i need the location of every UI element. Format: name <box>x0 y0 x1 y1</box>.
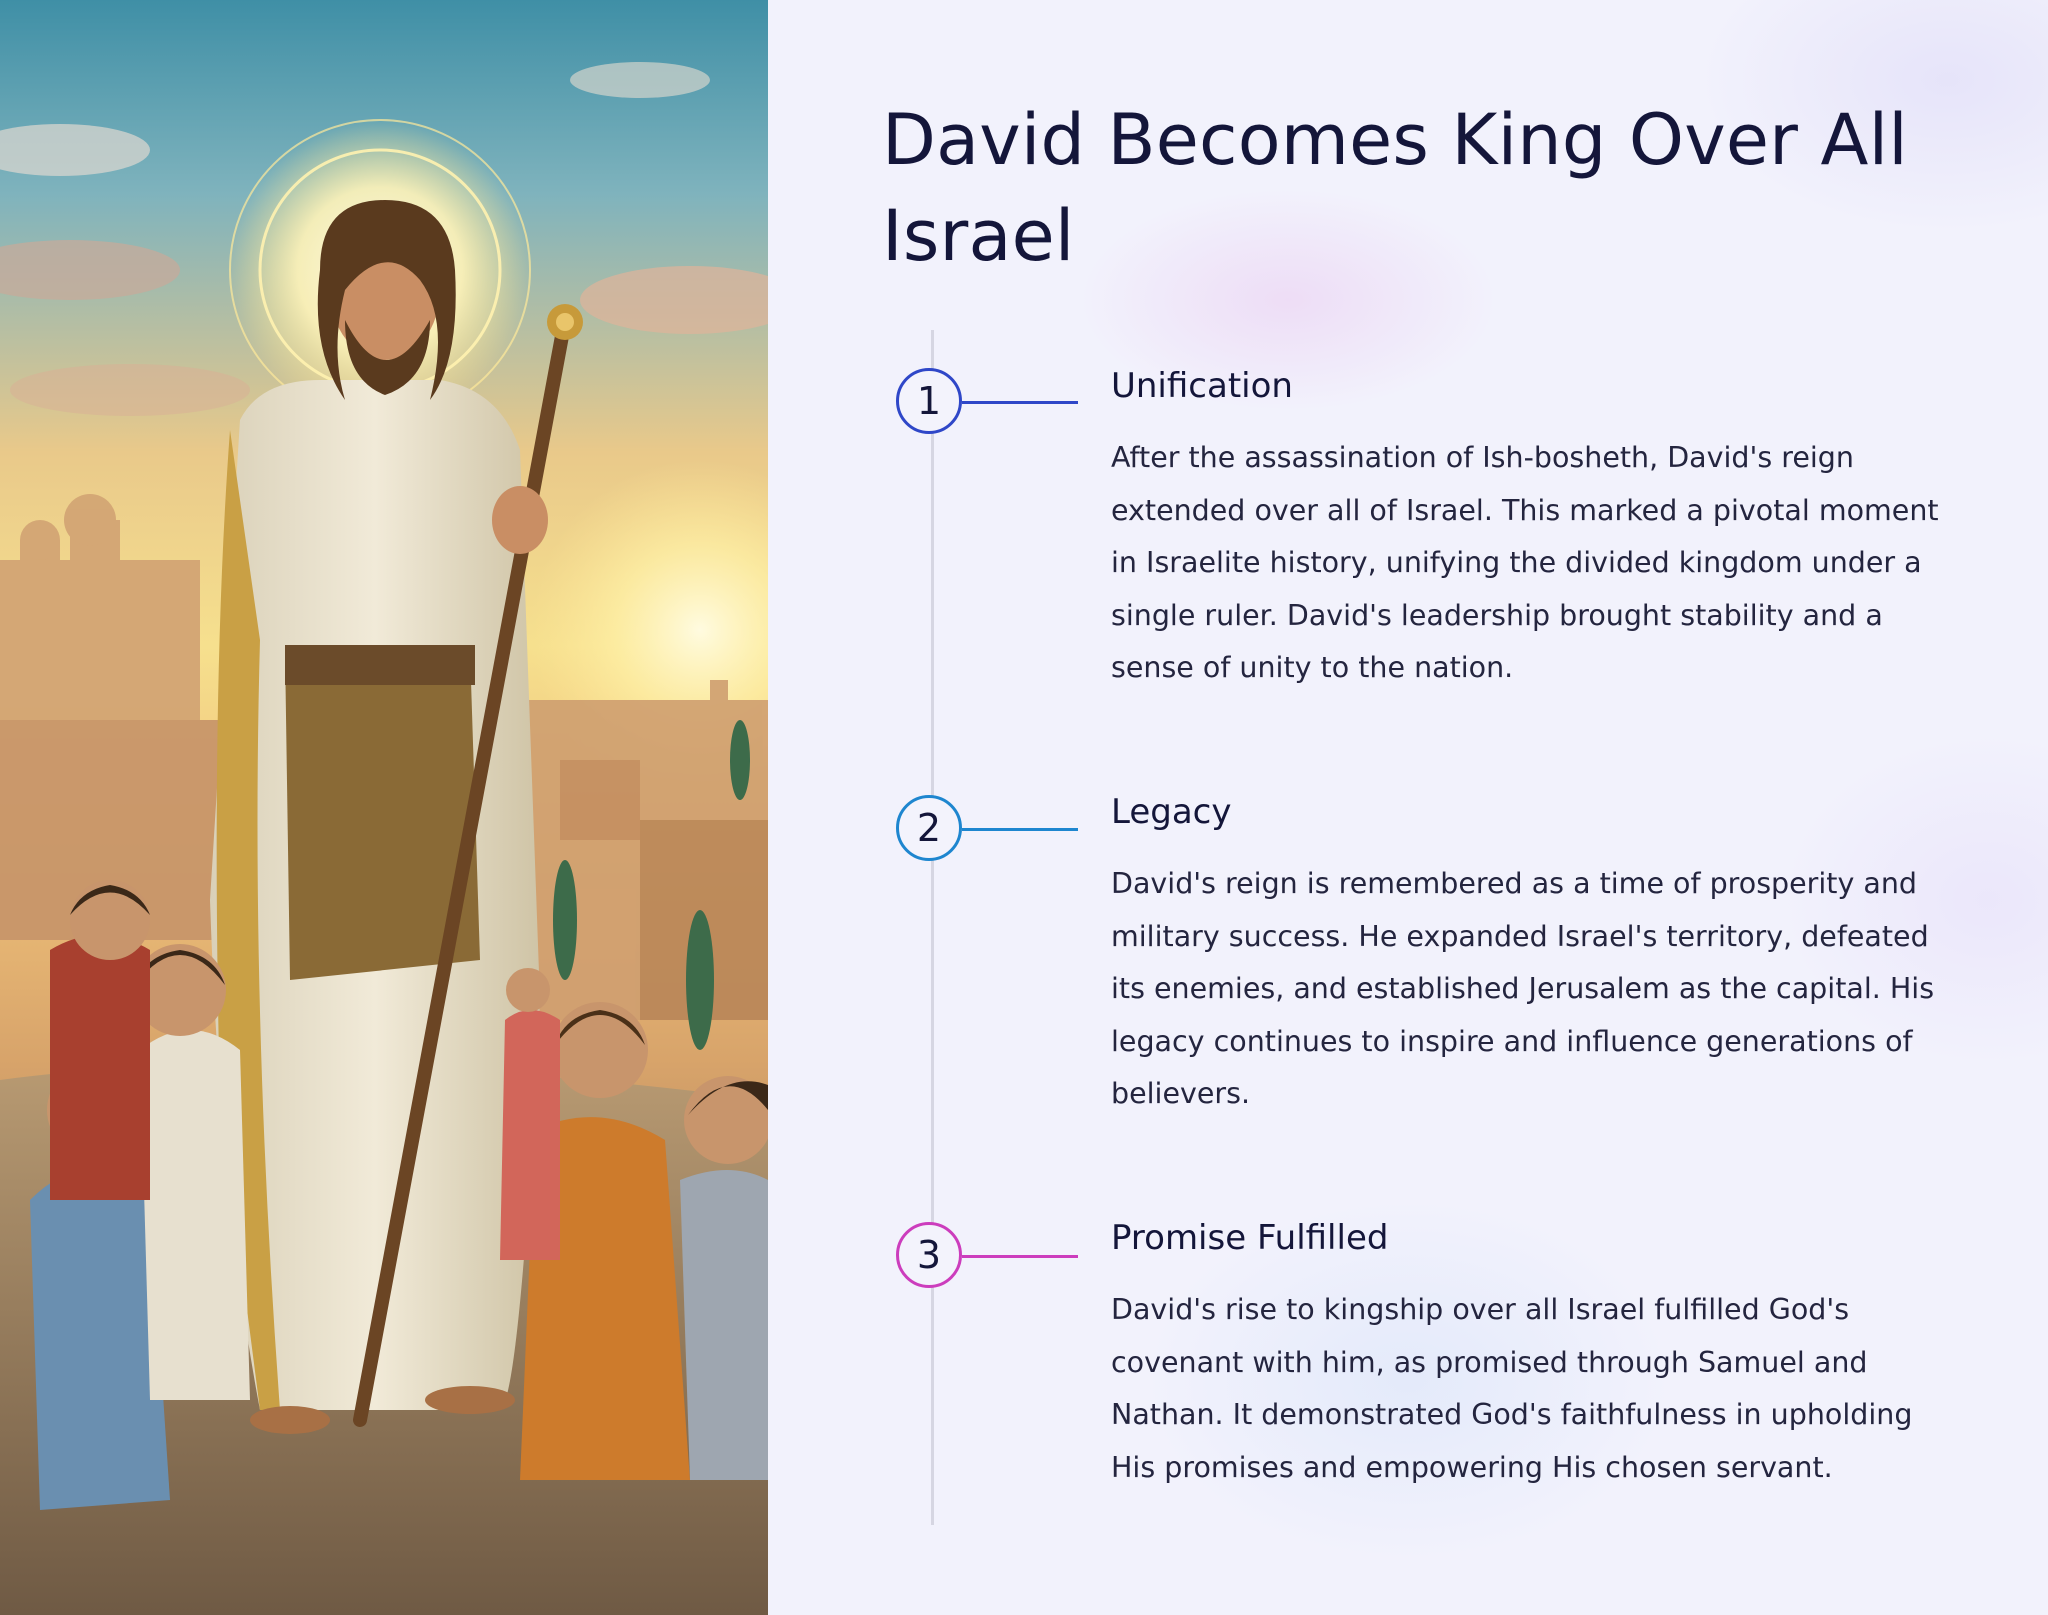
cloud-shape <box>0 124 150 176</box>
step-number: 1 <box>916 379 942 423</box>
step-body: David's rise to kingship over all Israel fulfilled God's covenant with him, as promised through Samuel and Nathan. It demonstrated God's faithfulness in upholding His promises and empowering His chosen servant. <box>1111 1293 1913 1484</box>
hero-illustration <box>0 0 768 1615</box>
cloud-shape <box>570 62 710 98</box>
cloud-shape <box>580 266 768 334</box>
step-number: 2 <box>916 806 942 850</box>
david-figure <box>210 200 540 1434</box>
step-connector <box>962 828 1078 831</box>
step-number-badge <box>896 1222 962 1288</box>
david-king-illustration <box>0 0 768 1615</box>
step-number-badge <box>896 795 962 861</box>
step-connector <box>962 401 1078 404</box>
content-panel <box>768 0 2048 1615</box>
step-body: David's reign is remembered as a time of prosperity and military success. He expanded Israel's territory, defeated its enemies, and established Jerusalem as the capital. His legacy continues to inspire and influence generations of believers. <box>1111 867 1935 1110</box>
page-title: David Becomes King Over All Israel <box>882 99 1908 277</box>
step-body: After the assassination of Ish-bosheth, David's reign extended over all of Israel. This marked a pivotal moment in Israelite history, unifying the divided kingdom under a single ruler. David's leadership brought stability and a sense of unity to the nation. <box>1111 441 1939 684</box>
step-number: 3 <box>916 1233 942 1277</box>
step-heading: Promise Fulfilled <box>1111 1218 1389 1258</box>
timeline-line <box>931 330 934 1525</box>
step-heading: Legacy <box>1111 792 1232 832</box>
city-skyline-right <box>500 680 768 1020</box>
city-skyline-left <box>0 494 240 940</box>
step-number-badge <box>896 368 962 434</box>
cloud-shape <box>10 364 250 416</box>
cloud-shape <box>0 240 180 300</box>
step-heading: Unification <box>1111 366 1293 406</box>
step-connector <box>962 1255 1078 1258</box>
